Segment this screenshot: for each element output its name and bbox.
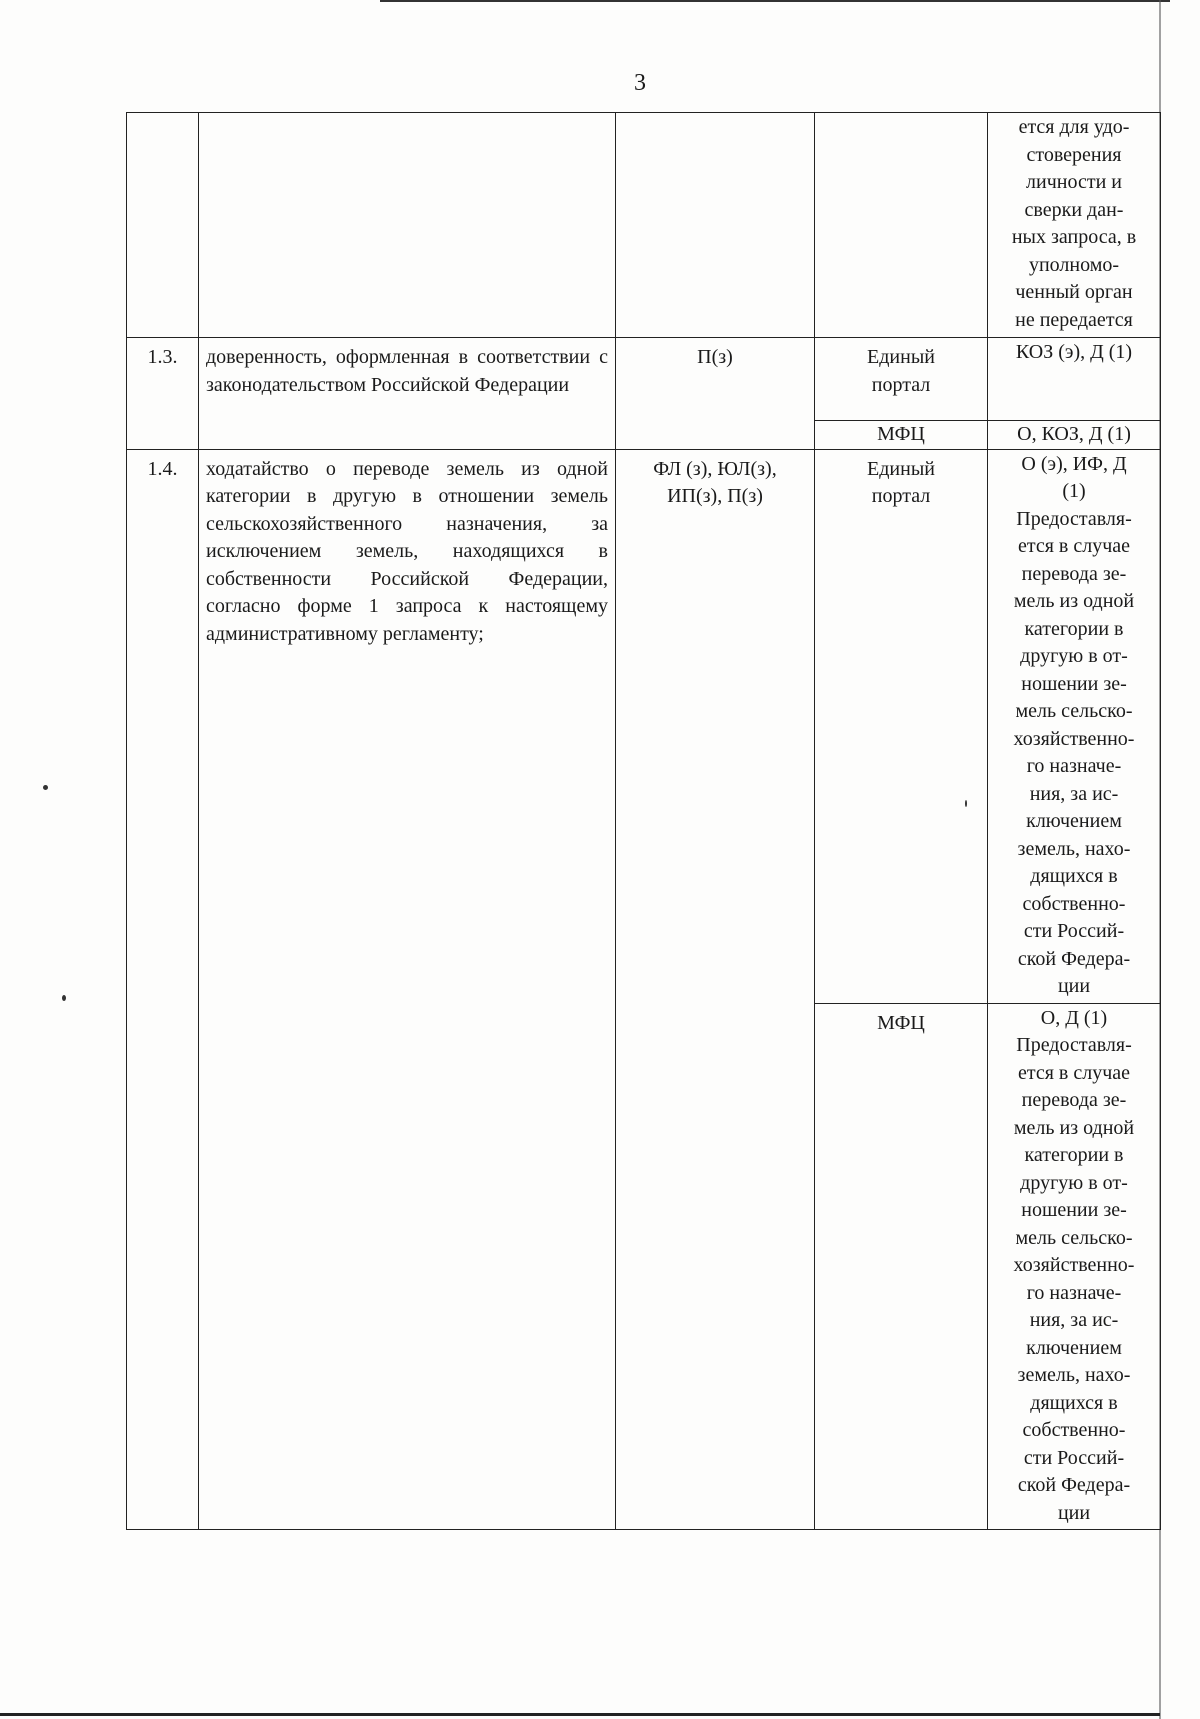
text-line: Предоставля- [1016, 507, 1132, 530]
top-border-line [380, 0, 1170, 2]
text-line: ных запроса, в [1011, 226, 1137, 248]
text-line: перевода зе- [1021, 1089, 1127, 1111]
text-line: мель сельско- [1015, 1226, 1133, 1249]
text-line: уполномо- [1028, 253, 1120, 276]
text-line: перевода зе- [1021, 562, 1127, 585]
table-row-1-4 [127, 449, 1161, 1003]
text-line: дящихся в [1030, 865, 1118, 887]
text-line: ния, за ис- [1029, 1309, 1119, 1331]
text-line: ключением [1026, 1336, 1122, 1359]
scan-speck [43, 785, 48, 790]
text-line: (1) [1062, 480, 1086, 502]
text-line: ется в случае [1017, 535, 1131, 557]
applicant-types: П(з) [616, 338, 815, 450]
text-line: личности и [1026, 171, 1122, 193]
text-line: Единый [867, 457, 935, 480]
text-line: го назначе- [1026, 1281, 1122, 1304]
document-name: ходатайство о переводе земель из одной категории в другую в отношении земель сельскохозяйственного назначения, за исключением земель, находящихся в собственности Российской Федерации, согласно форме 1 запроса к настоящему административному регламенту; [199, 449, 616, 1530]
document-table [126, 112, 1161, 1530]
text-line: МФЦ [877, 423, 925, 445]
text-line: О (э), ИФ, Д [1021, 452, 1127, 475]
channel-mfc-note [988, 421, 1161, 450]
text-line: ется для удо- [1018, 116, 1130, 138]
text-line: ношении зе- [1021, 672, 1127, 695]
channel-mfc-note [988, 1003, 1161, 1530]
text-line: ключением [1026, 810, 1122, 832]
text-line: ции [1057, 975, 1091, 997]
cell-applicants [616, 113, 815, 338]
text-line: категории в [1024, 617, 1124, 640]
text-line: О, Д (1) [1040, 1006, 1108, 1029]
text-line: ской Федера- [1017, 947, 1131, 970]
text-line: мель из одной [1013, 1116, 1135, 1139]
text-line: другую в от- [1020, 1171, 1128, 1194]
channel-mfc [815, 421, 988, 450]
text-line: хозяйственно- [1013, 1254, 1135, 1276]
channel-portal [815, 338, 988, 421]
scan-speck [62, 995, 66, 1001]
text-line: сти Россий- [1023, 1446, 1125, 1469]
text-line: земель, нахо- [1017, 1364, 1131, 1386]
cell-document [199, 113, 616, 338]
text-line: дящихся в [1030, 1391, 1118, 1414]
table-row-continuation [127, 113, 1161, 338]
text-line: другую в от- [1020, 645, 1128, 667]
text-line: мель сельско- [1015, 700, 1133, 722]
text-line: категории в [1024, 1144, 1124, 1166]
text-line: ношении зе- [1021, 1199, 1127, 1221]
text-line: собственно- [1022, 1419, 1126, 1441]
applicant-types [616, 449, 815, 1530]
page-number: 3 [634, 70, 646, 96]
text-line: Единый [867, 346, 935, 368]
channel-mfc [815, 1003, 988, 1530]
channel-portal-note [988, 449, 1161, 1003]
text-line: ской Федера- [1017, 1474, 1131, 1496]
text-line: стоверения [1026, 143, 1122, 166]
text-line: портал [871, 485, 931, 507]
text-line: О, КОЗ, Д (1) [1017, 423, 1131, 445]
text-line: сверки дан- [1024, 198, 1124, 221]
text-line: сти Россий- [1023, 920, 1125, 942]
text-line: ФЛ (з), ЮЛ(з), [653, 457, 777, 480]
text-line: хозяйственно- [1013, 727, 1135, 750]
channel-portal-note [988, 338, 1161, 421]
cell-note [988, 113, 1161, 338]
text-line: ченный орган [1015, 281, 1133, 303]
text-line: го назначе- [1026, 755, 1122, 777]
row-number: 1.4. [127, 449, 199, 1530]
text-line: МФЦ [877, 1011, 925, 1034]
cell-num [127, 113, 199, 338]
text-line: собственно- [1022, 892, 1126, 915]
table-row-1-3 [127, 338, 1161, 421]
bottom-scan-edge [0, 1713, 1160, 1716]
scan-speck [965, 800, 967, 807]
text-line: ния, за ис- [1029, 782, 1119, 805]
channel-portal [815, 449, 988, 1003]
document-name: доверенность, оформленная в соответствии с законодательством Российской Федерации [199, 338, 616, 450]
row-number: 1.3. [127, 338, 199, 450]
text-line: ИП(з), П(з) [667, 485, 763, 507]
text-line: земель, нахо- [1017, 837, 1131, 860]
text-line: ется в случае [1017, 1061, 1131, 1084]
text-line: мель из одной [1013, 590, 1135, 612]
text-line: не передается [1015, 308, 1133, 331]
cell-channel [815, 113, 988, 338]
text-line: ции [1057, 1501, 1091, 1524]
text-line: Предоставля- [1016, 1034, 1132, 1056]
text-line: портал [871, 373, 931, 396]
text-line: КОЗ (э), Д (1) [1015, 341, 1133, 363]
